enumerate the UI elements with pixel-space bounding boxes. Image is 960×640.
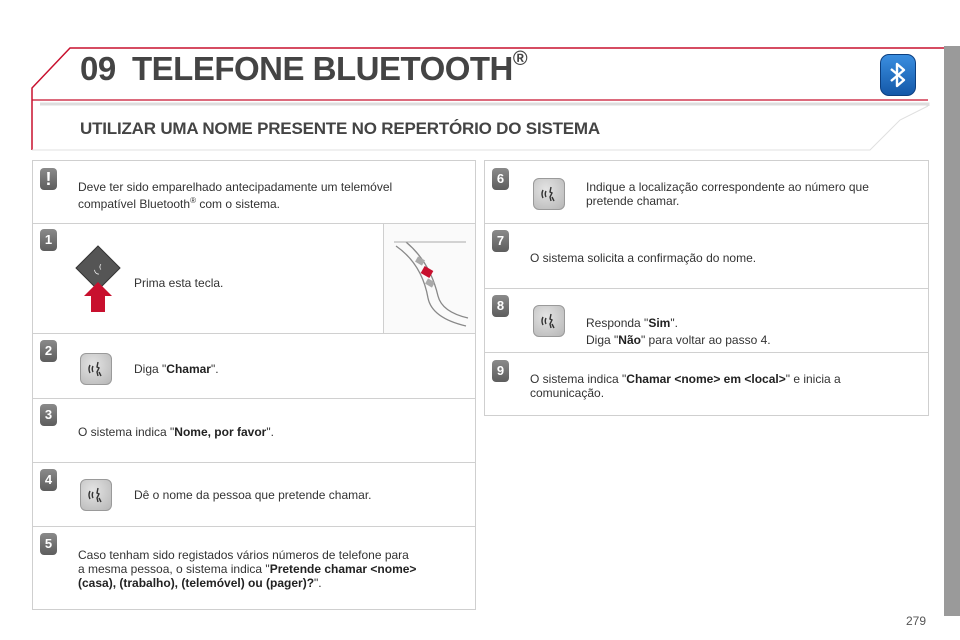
step-2-text: Diga "Chamar". <box>134 362 219 376</box>
warning-marker: ! <box>40 168 57 190</box>
chapter-number: 09 <box>80 50 116 87</box>
step-number-9: 9 <box>492 360 509 382</box>
section-title: UTILIZAR UMA NOME PRESENTE NO REPERTÓRIO DO SISTEMA <box>80 119 600 138</box>
step-7-text: O sistema solicita a confirmação do nome. <box>530 251 757 265</box>
row-divider <box>485 223 928 224</box>
voice-command-icon <box>533 305 565 337</box>
warning-text <box>78 180 458 211</box>
row-divider <box>33 462 475 463</box>
step-number-5: 5 <box>40 533 57 555</box>
step-9-text: O sistema indica "Chamar <nome> em <local>" e inicia a comunicação. <box>530 372 841 400</box>
step-4-text: Dê o nome da pessoa que pretende chamar. <box>134 488 372 502</box>
step-6-text: Indique a localização correspondente ao número que pretende chamar. <box>586 180 869 208</box>
voice-command-icon <box>80 353 112 385</box>
row-divider <box>33 223 383 224</box>
row-divider <box>485 352 928 353</box>
steering-wheel-diagram <box>392 240 470 328</box>
step-1-text: Prima esta tecla. <box>134 276 224 290</box>
row-divider <box>33 333 475 334</box>
step-8-text: Responda "Sim". Diga "Não" para voltar ao passo 4. <box>586 316 771 347</box>
step-5-text: Caso tenham sido registados vários números de telefone para a mesma pessoa, o sistema indica "Pretende chamar <nome> (casa), (trabalho), (telemóvel) ou (pager)?". <box>78 548 417 590</box>
title-text: TELEFONE BLUETOOTH <box>132 50 513 87</box>
step-number-3: 3 <box>40 404 57 426</box>
step-number-8: 8 <box>492 295 509 317</box>
warning-line-2: compatível Bluetooth® com o sistema. <box>78 196 281 211</box>
step-number-4: 4 <box>40 469 57 491</box>
step-number-1: 1 <box>40 229 57 251</box>
step-3-text: O sistema indica "Nome, por favor". <box>78 425 274 439</box>
warning-line-1: Deve ter sido emparelhado antecipadamente um telemóvel <box>78 180 393 194</box>
voice-command-icon <box>533 178 565 210</box>
page-number: 279 <box>906 614 927 628</box>
steering-voice-key-icon <box>74 244 122 314</box>
svg-text:◟⁽: ◟⁽ <box>94 262 102 276</box>
step-number-6: 6 <box>492 168 509 190</box>
row-divider <box>33 398 475 399</box>
title-mark: ® <box>512 48 528 70</box>
step-number-2: 2 <box>40 340 57 362</box>
row-divider <box>485 288 928 289</box>
row-divider <box>33 526 475 527</box>
voice-command-icon <box>80 479 112 511</box>
step-number-7: 7 <box>492 230 509 252</box>
